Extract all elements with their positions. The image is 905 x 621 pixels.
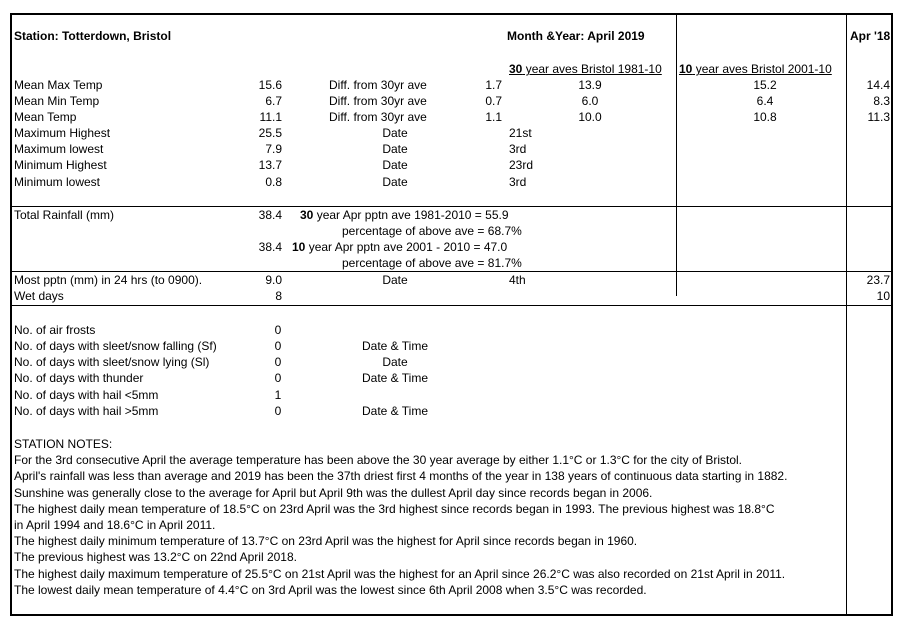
pptn-value: 9.0 <box>265 273 282 287</box>
day-count-value: 1 <box>274 388 282 402</box>
temp-ave10: 15.2 <box>753 78 777 92</box>
temp-label: Minimum lowest <box>14 175 101 189</box>
station-notes <box>14 436 787 598</box>
temp-date: 3rd <box>509 175 527 189</box>
note-line: The lowest daily mean temperature of 4.4°C on 3rd April was the lowest since 6th April 2008 when 3.5°C was recorded. <box>14 582 647 597</box>
month-year: Month &Year: April 2019 <box>507 29 645 43</box>
temp-value: 15.6 <box>258 78 282 92</box>
day-count-label: No. of days with hail >5mm <box>14 404 159 418</box>
notes-heading: STATION NOTES: <box>14 437 113 451</box>
wet-days-label: Wet days <box>14 289 64 303</box>
temp-prev: 8.3 <box>873 94 890 108</box>
date-label: Date <box>382 158 408 172</box>
note-line: The highest daily mean temperature of 18.5°C on 23rd April was the 3rd highest since records began in 1993. The previous highest was 18.8°C <box>14 501 775 516</box>
note-line: The previous highest was 13.2°C on 22nd April 2018. <box>14 550 297 565</box>
note-line: The highest daily maximum temperature of 25.5°C on 21st April was the highest for an April since 26.2°C was also recorded on 21st April in 2011. <box>14 566 786 581</box>
divider-below-wet <box>10 305 893 306</box>
temp-mid-label: Diff. from 30yr ave <box>329 94 427 108</box>
temp-label: Mean Temp <box>14 110 77 124</box>
temp-date: 3rd <box>509 142 527 156</box>
temp-label: Minimum Highest <box>14 158 107 172</box>
temp-value: 0.8 <box>265 175 282 189</box>
rainfall-pct30: percentage of above ave = 68.7% <box>342 224 522 238</box>
temp-label: Maximum Highest <box>14 126 111 140</box>
temp-value: 7.9 <box>265 142 282 156</box>
rainfall-ave30: 30 year Apr pptn ave 1981-2010 = 55.9 <box>300 208 509 222</box>
temp-mid-label: Diff. from 30yr ave <box>329 110 427 124</box>
note-line: For the 3rd consecutive April the average temperature has been above the 30 year average by either 1.1°C or 1.3°C for the city of Bristol. <box>14 453 742 468</box>
divider-above-pptn <box>10 271 893 272</box>
note-line: in April 1994 and 18.6°C in April 2011. <box>14 518 216 533</box>
day-count-date: Date & Time <box>361 404 429 418</box>
note-line: April's rainfall was less than average and 2019 has been the 37th driest first 4 months of the year in 138 years of continuous data starting in 1882. <box>14 469 788 484</box>
aves-1981-header: 30 year aves Bristol 1981-10 <box>509 62 662 76</box>
day-count-label: No. of air frosts <box>14 323 96 337</box>
temp-mid-label: Diff. from 30yr ave <box>329 78 427 92</box>
previous-year-label: Apr '18 <box>850 29 891 43</box>
temp-label: Maximum lowest <box>14 142 104 156</box>
day-count-value: 0 <box>274 323 282 337</box>
day-count-value: 0 <box>274 339 282 353</box>
temp-value: 6.7 <box>265 94 282 108</box>
temp-ave30: 10.0 <box>578 110 602 124</box>
temp-label: Mean Max Temp <box>14 78 103 92</box>
day-count-label: No. of days with hail <5mm <box>14 388 159 402</box>
temp-value: 11.1 <box>259 110 282 124</box>
temp-ave10: 6.4 <box>756 94 774 108</box>
rainfall-label: Total Rainfall (mm) <box>14 208 115 222</box>
temp-date: 21st <box>509 126 532 140</box>
day-count-label: No. of days with sleet/snow lying (Sl) <box>14 355 210 369</box>
pptn-date: 4th <box>509 273 526 287</box>
note-line: Sunshine was generally close to the average for April but April 9th was the dullest April day since records began in 2006. <box>14 485 653 500</box>
rainfall-value: 38.4 <box>258 208 282 222</box>
temp-date: 23rd <box>509 158 534 172</box>
day-count-date: Date & Time <box>361 339 429 353</box>
day-count-label: No. of days with thunder <box>14 371 144 385</box>
pptn-prev: 23.7 <box>866 273 890 287</box>
rainfall-value-2: 38.4 <box>258 240 282 254</box>
pptn-label: Most pptn (mm) in 24 hrs (to 0900). <box>14 273 203 287</box>
temp-value: 13.7 <box>258 158 282 172</box>
wet-days-prev: 10 <box>876 289 890 303</box>
pptn-date-label: Date <box>382 273 408 287</box>
rainfall-pct10: percentage of above ave = 81.7% <box>342 256 522 270</box>
temp-ave30: 6.0 <box>581 94 599 108</box>
day-count-value: 0 <box>274 404 282 418</box>
temp-prev: 14.4 <box>866 78 890 92</box>
day-count-date: Date & Time <box>361 371 429 385</box>
station-name: Station: Totterdown, Bristol <box>14 29 172 43</box>
divider-above-rain <box>10 206 893 207</box>
day-count-value: 0 <box>274 371 282 385</box>
rainfall-ave10: 10 year Apr pptn ave 2001 - 2010 = 47.0 <box>292 240 508 254</box>
temp-ave30: 13.9 <box>578 78 602 92</box>
temp-label: Mean Min Temp <box>14 94 100 108</box>
wet-days-value: 8 <box>275 289 282 303</box>
divider-col-2001 <box>676 13 677 296</box>
date-label: Date <box>382 175 408 189</box>
aves-2001-header: 10 year aves Bristol 2001-10 <box>679 62 832 76</box>
temp-prev: 11.3 <box>867 110 890 124</box>
date-label: Date <box>382 142 408 156</box>
day-count-value: 0 <box>274 355 282 369</box>
temp-ave10: 10.8 <box>753 110 777 124</box>
day-count-date: Date <box>382 355 408 369</box>
temp-diff: 1.1 <box>485 110 502 124</box>
day-count-label: No. of days with sleet/snow falling (Sf) <box>14 339 217 353</box>
temp-diff: 1.7 <box>485 78 502 92</box>
note-line: The highest daily minimum temperature of 13.7°C on 23rd April was the highest for April since records began in 1960. <box>14 534 638 549</box>
date-label: Date <box>382 126 408 140</box>
temp-diff: 0.7 <box>485 94 502 108</box>
temp-value: 25.5 <box>258 126 282 140</box>
